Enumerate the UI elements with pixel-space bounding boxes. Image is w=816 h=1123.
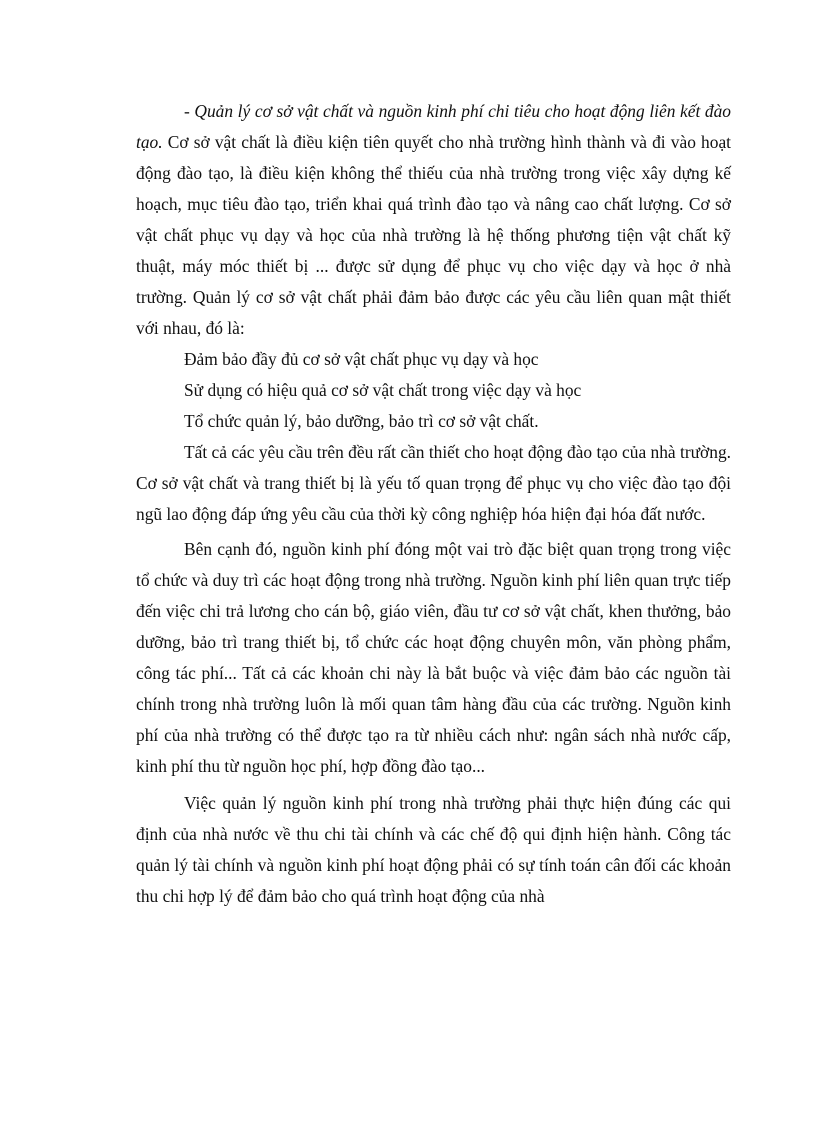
paragraph-funding-role: Bên cạnh đó, nguồn kinh phí đóng một vai trò đặc biệt quan trọng trong việc tổ chức và duy trì các hoạt động trong nhà trường. Nguồn kinh phí liên quan trực tiếp đến việc chi trả lương cho cán bộ, giáo viên, đầu tư cơ sở vật chất, khen thưởng, bảo dưỡng, bảo trì trang thiết bị, tổ chức các hoạt động chuyên môn, văn phòng phẩm, công tác phí... Tất cả các khoản chi này là bắt buộc và việc đảm bảo các nguồn tài chính trong nhà trường luôn là mối quan tâm hàng đầu của các trường. Nguồn kinh phí của nhà trường có thể được tạo ra từ nhiều cách như: ngân sách nhà nước cấp, kinh phí thu từ nguồn học phí, hợp đồng đào tạo... [136,539,731,776]
requirement-item-1: Đảm bảo đầy đủ cơ sở vật chất phục vụ dạy và học [184,349,539,369]
requirement-item-2: Sử dụng có hiệu quả cơ sở vật chất trong việc dạy và học [184,380,582,400]
paragraph-requirements-importance: Tất cả các yêu cầu trên đều rất cần thiết cho hoạt động đào tạo của nhà trường. Cơ sở vật chất và trang thiết bị là yếu tố quan trọng để phục vụ cho việc đào tạo đội ngũ lao động đáp ứng yêu cầu của thời kỳ công nghiệp hóa hiện đại hóa đất nước. [136,442,731,524]
paragraph-body: Cơ sở vật chất là điều kiện tiên quyết cho nhà trường hình thành và đi vào hoạt động đào tạo, là điều kiện không thể thiếu của nhà trường trong việc xây dựng kế hoạch, mục tiêu đào tạo, triển khai quá trình đào tạo và nâng cao chất lượng. Cơ sở vật chất phục vụ dạy và học của nhà trường là hệ thống phương tiện vật chất kỹ thuật, máy móc thiết bị ... được sử dụng để phục vụ cho việc dạy và học ở nhà trường. Quản lý cơ sở vật chất phải đảm bảo được các yêu cầu liên quan mật thiết với nhau, đó là: [136,132,731,338]
paragraph-lead-italic: - Quản lý cơ sở vật chất và nguồn kinh phí chi tiêu cho hoạt động liên kết đào tạo. [136,101,731,152]
text-column [136,96,731,912]
paragraph-facilities-management [136,96,731,344]
paragraph-funding-management: Việc quản lý nguồn kinh phí trong nhà trường phải thực hiện đúng các qui định của nhà nước về thu chi tài chính và các chế độ qui định hiện hành. Công tác quản lý tài chính và nguồn kinh phí hoạt động phải có sự tính toán cân đối các khoản thu chi hợp lý để đảm bảo cho quá trình hoạt động của nhà [136,793,731,906]
requirement-item-3: Tổ chức quản lý, bảo dưỡng, bảo trì cơ sở vật chất. [184,411,539,431]
